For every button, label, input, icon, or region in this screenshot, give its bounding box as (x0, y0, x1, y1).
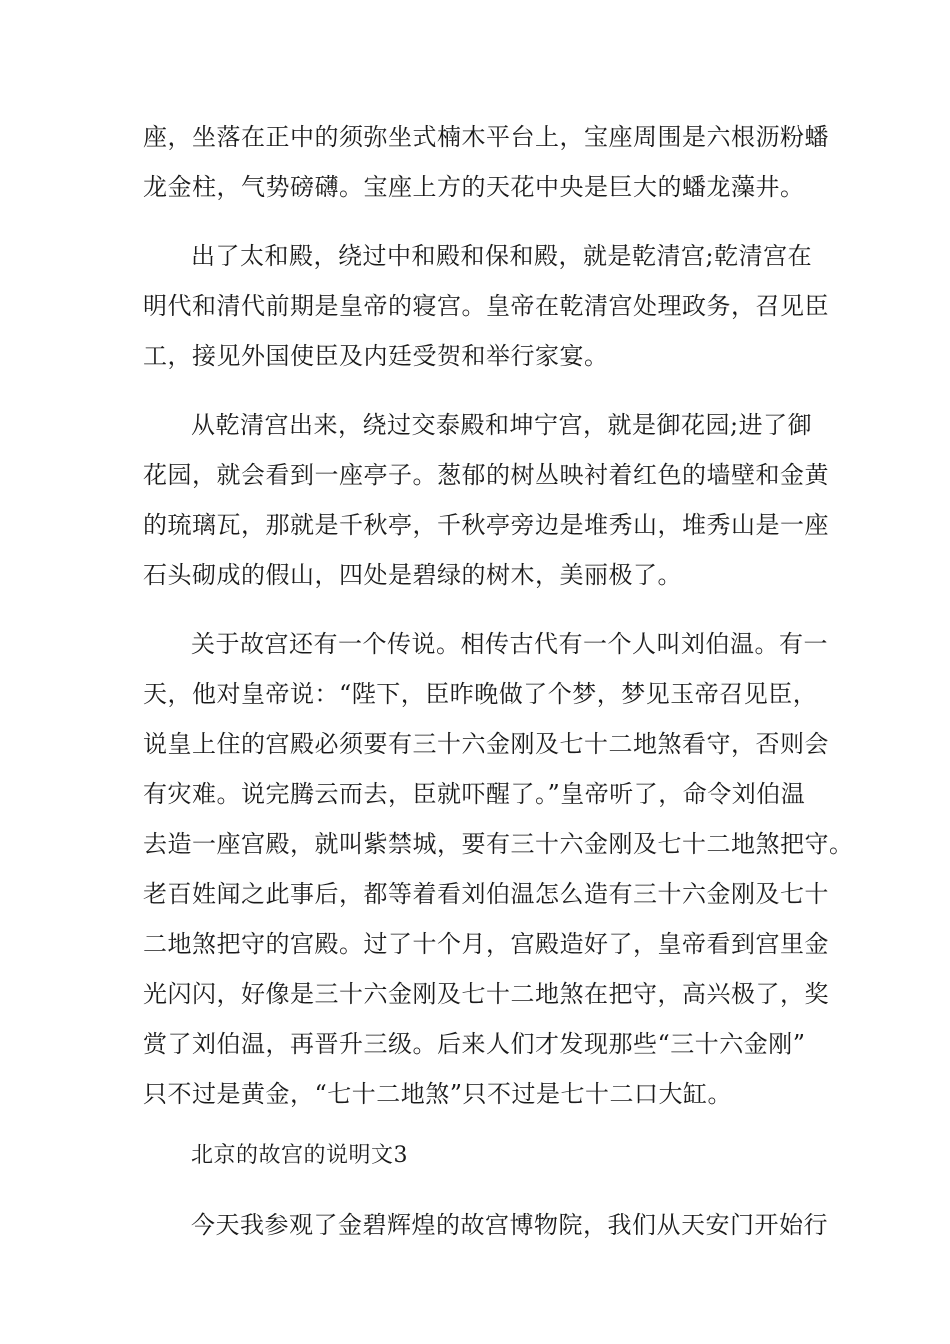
text-line: 石头砌成的假山，四处是碧绿的树木，美丽极了。 (143, 561, 682, 589)
text-line: 天，他对皇帝说：“陛下，臣昨晚做了个梦，梦见玉帝召见臣， (143, 680, 818, 708)
text-line: 龙金柱，气势磅礴。宝座上方的天花中央是巨大的蟠龙藻井。 (143, 173, 805, 201)
text-line: 说皇上住的宫殿必须要有三十六金刚及七十二地煞看守，否则会 (143, 730, 829, 758)
text-line: 从乾清宫出来，绕过交泰殿和坤宁宫，就是御花园;进了御 (191, 411, 813, 439)
text-line: 明代和清代前期是皇帝的寝宫。皇帝在乾清宫处理政务，召见臣 (143, 292, 829, 320)
text-line: 关于故宫还有一个传说。相传古代有一个人叫刘伯温。有一 (191, 630, 828, 658)
text-line: 座，坐落在正中的须弥坐式楠木平台上，宝座周围是六根沥粉蟠 (143, 123, 829, 151)
text-line: 今天我参观了金碧辉煌的故宫博物院，我们从天安门开始行 (191, 1211, 828, 1239)
text-line: 的琉璃瓦，那就是千秋亭，千秋亭旁边是堆秀山，堆秀山是一座 (143, 511, 829, 539)
text-line: 赏了刘伯温，再晋升三级。后来人们才发现那些“三十六金刚” (143, 1030, 806, 1058)
text-line: 光闪闪，好像是三十六金刚及七十二地煞在把守，高兴极了，奖 (143, 980, 829, 1008)
section-title: 北京的故宫的说明文3 (191, 1143, 408, 1168)
text-line: 去造一座宫殿，就叫紫禁城，要有三十六金刚及七十二地煞把守。 (143, 830, 854, 858)
text-line: 有灾难。说完腾云而去，臣就吓醒了。”皇帝听了，命令刘伯温 (143, 780, 806, 808)
text-line: 只不过是黄金，“七十二地煞”只不过是七十二口大缸。 (143, 1080, 733, 1108)
text-line: 老百姓闻之此事后，都等着看刘伯温怎么造有三十六金刚及七十 (143, 880, 829, 908)
text-line: 花园，就会看到一座亭子。葱郁的树丛映衬着红色的墙壁和金黄 (143, 461, 829, 489)
text-line: 工，接见外国使臣及内廷受贺和举行家宴。 (143, 342, 609, 370)
text-line: 二地煞把守的宫殿。过了十个月，宫殿造好了，皇帝看到宫里金 (143, 930, 829, 958)
text-line: 出了太和殿，绕过中和殿和保和殿，就是乾清宫;乾清宫在 (191, 242, 813, 270)
